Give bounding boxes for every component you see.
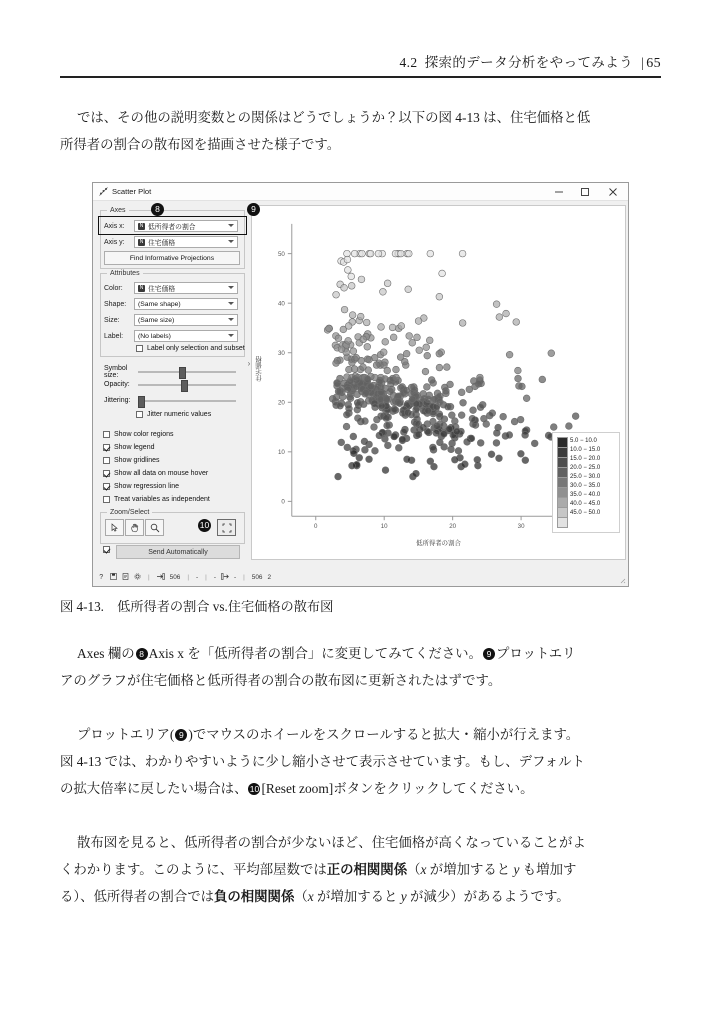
jittering-track[interactable] (138, 400, 236, 402)
header-section-number: 4.2 (399, 55, 418, 70)
color-legend (552, 432, 620, 533)
legend-swatch-6 (557, 497, 568, 507)
input-dash-2: - (213, 574, 216, 581)
legend-swatch-4 (557, 477, 568, 487)
axis-x-value: 低所得者の割合 (148, 224, 196, 231)
checkbox-box (136, 345, 143, 352)
svg-text:?: ? (99, 574, 104, 580)
label-label: Label: (104, 332, 124, 340)
control-panel (96, 203, 248, 561)
axis-y-select[interactable] (134, 236, 238, 248)
gear-icon[interactable] (134, 573, 141, 582)
checkbox-box (103, 546, 110, 553)
checkbox-box (136, 411, 143, 418)
chevron-down-icon (228, 318, 234, 321)
symbol-size-track[interactable] (138, 371, 236, 373)
reset-zoom-icon[interactable] (217, 519, 236, 536)
figure-caption: 図 4-13. 低所得者の割合 vs.住宅価格の散布図 (60, 599, 334, 614)
legend-swatch-5 (557, 487, 568, 497)
page-header (60, 44, 661, 78)
output-extra: 2 (267, 574, 272, 581)
p4-line2-y: y (513, 862, 520, 877)
x-axis-label: 低所得者の割合 (416, 540, 461, 547)
axis-y-row (104, 236, 239, 248)
p2-line2: アのグラフが住宅価格と低所得者の割合の散布図に更新されたはずです。 (60, 673, 502, 688)
svg-text:10: 10 (277, 449, 285, 457)
output-arrow-icon (221, 573, 229, 582)
checkbox-box (103, 444, 110, 451)
paragraph-intro-line1: では、その他の説明変数との関係はどうでしょうか？以下の図 4-13 は、住宅価格と低 (77, 110, 591, 125)
shape-row (104, 298, 239, 310)
symbol-size-label: Symbol size: (104, 365, 128, 379)
paragraph-axes-instruction (60, 640, 661, 694)
p4-line3-d: が減少）があるようです。 (406, 889, 570, 904)
legend-swatch-1 (557, 447, 568, 457)
checkbox-box (103, 483, 110, 490)
show-color-regions-checkbox[interactable] (103, 431, 174, 438)
legend-label-2: 15.0 − 20.0 (570, 456, 601, 462)
symbol-size-knob[interactable] (179, 367, 186, 379)
legend-labels (570, 437, 600, 528)
legend-swatch-8 (557, 517, 568, 528)
inline-callout-10: 10 (249, 784, 260, 794)
color-label: Color: (104, 284, 123, 292)
show-all-data-on-mouse-hover-label: Show all data on mouse hover (114, 470, 209, 477)
legend-swatch-7 (557, 507, 568, 517)
label-only-selection-checkbox[interactable] (136, 345, 245, 352)
size-label: Size: (104, 316, 120, 324)
negative-correlation-term: 負の相関関係 (214, 889, 295, 904)
paragraph-intro-line2: 所得者の割合の散布図を描画させた様子です。 (60, 137, 341, 152)
legend-label-1: 10.0 − 15.0 (570, 447, 601, 453)
legend-swatch-3 (557, 467, 568, 477)
minimize-button[interactable] (546, 183, 572, 200)
callout-badge-9: 9 (247, 203, 260, 216)
svg-text:50: 50 (277, 250, 285, 258)
symbol-size-slider[interactable] (104, 365, 240, 379)
send-automatically-checkbox[interactable] (103, 546, 114, 553)
show-color-regions-label: Show color regions (114, 431, 174, 438)
plot-area[interactable] (251, 205, 626, 560)
axes-group-title: Axes (107, 207, 129, 214)
find-informative-projections-button[interactable]: Find Informative Projections (104, 251, 240, 265)
maximize-button[interactable] (572, 183, 598, 200)
statusbar-divider-2: | (187, 574, 190, 581)
legend-swatches (557, 437, 566, 528)
zoom-select-group-title: Zoom/Select (107, 509, 152, 516)
show-regression-line-label: Show regression line (114, 483, 179, 490)
statusbar-divider-3: | (205, 574, 207, 581)
shape-select[interactable] (134, 298, 238, 310)
legend-swatch-2 (557, 457, 568, 467)
header-text (400, 51, 662, 72)
statusbar-divider-4: | (243, 574, 245, 581)
checkbox-box (103, 431, 110, 438)
legend-label-5: 30.0 − 35.0 (570, 483, 601, 489)
save-icon[interactable] (110, 573, 117, 582)
input-count: 506 (169, 574, 181, 581)
p4-line2-c: が増加すると (426, 862, 514, 877)
output-dash: - (233, 574, 237, 581)
axis-x-select[interactable] (134, 220, 238, 232)
checkbox-box (103, 470, 110, 477)
treat-variables-as-independent-label: Treat variables as independent (114, 496, 210, 503)
p3-text-a: プロットエリア( (77, 727, 175, 742)
label-value: (No labels) (138, 332, 171, 340)
resize-grip[interactable] (618, 576, 626, 584)
statusbar-divider-1: | (148, 574, 150, 581)
panel-splitter[interactable]: › (247, 358, 251, 368)
svg-text:0: 0 (281, 498, 285, 506)
report-icon[interactable] (122, 573, 129, 582)
inline-callout-9b: 9 (175, 729, 187, 741)
p3-line3-a: の拡大倍率に戻したい場合は、 (60, 781, 248, 796)
window-statusbar (96, 571, 627, 584)
p4-line2-a: くわかります。このように、平均部屋数では (60, 862, 327, 877)
chevron-down-icon (228, 302, 234, 305)
p3-line3-b: [Reset zoom]ボタンをクリックしてください。 (261, 781, 534, 796)
axis-x-row (104, 220, 239, 232)
chevron-down-icon (228, 224, 234, 227)
axis-x-label: Axis x: (104, 222, 125, 230)
legend-label-0: 5.0 − 10.0 (570, 438, 597, 444)
inline-callout-9: 9 (483, 648, 495, 660)
opacity-slider[interactable] (104, 381, 240, 388)
p4-line2-x: x (420, 862, 427, 877)
label-only-selection-label: Label only selection and subset (147, 345, 245, 352)
svg-text:0: 0 (314, 523, 318, 531)
show-gridlines-checkbox[interactable] (103, 457, 160, 464)
legend-label-8: 45.0 − 50.0 (570, 510, 601, 516)
p3-text-b: )でマウスのホイールをスクロールすると拡大・縮小が行えます。 (188, 727, 580, 742)
jittering-label: Jittering: (104, 397, 131, 404)
color-row (104, 282, 239, 294)
jitter-numeric-values-label: Jitter numeric values (147, 411, 212, 418)
callout-badge-10: 10 (199, 520, 210, 530)
select-arrow-icon[interactable] (105, 519, 124, 536)
axis-y-label: Axis y: (104, 238, 125, 246)
legend-swatch-0 (557, 437, 568, 447)
p4-line3-c: が増加すると (313, 889, 401, 904)
treat-variables-as-independent-checkbox[interactable] (103, 496, 210, 503)
svg-text:20: 20 (277, 399, 285, 407)
svg-text:40: 40 (277, 300, 285, 308)
p2-text-a: Axes 欄の (77, 646, 135, 661)
p4-line1: 散布図を見ると、低所得者の割合が少ないほど、住宅価格が高くなっていることがよ (77, 835, 586, 850)
chevron-down-icon (228, 286, 234, 289)
paragraph-correlation (60, 829, 661, 910)
jittering-slider[interactable] (104, 397, 240, 404)
legend-label-7: 40.0 − 45.0 (570, 501, 601, 507)
p4-line2-d: も増加す (519, 862, 577, 877)
positive-correlation-term: 正の相関関係 (326, 862, 408, 877)
label-row (104, 330, 239, 342)
chevron-down-icon (228, 334, 234, 337)
p3-line2: 図 4-13 では、わかりやすいように少し縮小させて表示させています。もし、デフォルト (60, 754, 585, 769)
color-select[interactable] (134, 282, 238, 294)
zoom-magnifier-icon[interactable] (145, 519, 164, 536)
svg-text:20: 20 (449, 523, 457, 531)
show-all-data-on-mouse-hover-checkbox[interactable] (103, 470, 208, 477)
close-button[interactable] (600, 183, 626, 200)
y-axis-label: 住宅価格 (256, 356, 263, 382)
variable-type-icon: N (139, 222, 144, 229)
p2-text-b: Axis x を「低所得者の割合」に変更してみてください。 (148, 646, 482, 661)
header-section-title: 探索的データ分析をやってみよう (424, 55, 634, 70)
output-count: 506 (251, 574, 263, 581)
show-legend-checkbox[interactable] (103, 444, 154, 451)
window-title: Scatter Plot (112, 187, 152, 196)
show-gridlines-label: Show gridlines (114, 457, 160, 464)
input-dash-1: - (196, 574, 199, 581)
paragraph-intro (60, 104, 661, 158)
checkbox-box (103, 457, 110, 464)
opacity-label: Opacity: (104, 381, 130, 388)
send-automatically-button[interactable]: Send Automatically (116, 545, 240, 559)
header-rule (60, 76, 661, 78)
show-regression-line-checkbox[interactable] (103, 483, 179, 490)
window-titlebar[interactable] (93, 183, 628, 201)
shape-label: Shape: (104, 300, 127, 308)
legend-label-6: 35.0 − 40.0 (570, 492, 601, 498)
jitter-numeric-values-checkbox[interactable] (136, 411, 211, 418)
shape-value: (Same shape) (138, 300, 181, 308)
chevron-down-icon (228, 240, 234, 243)
scatter-plot-window[interactable] (92, 182, 629, 587)
header-separator: | (641, 55, 645, 70)
svg-text:10: 10 (380, 523, 388, 531)
p4-line3-y: y (400, 889, 407, 904)
show-legend-label: Show legend (114, 444, 155, 451)
attributes-group-title: Attributes (107, 270, 143, 277)
legend-label-4: 25.0 − 30.0 (570, 474, 601, 480)
size-select[interactable] (134, 314, 238, 326)
checkbox-box (103, 496, 110, 503)
pan-hand-icon[interactable] (125, 519, 144, 536)
callout-badge-8: 8 (151, 203, 164, 216)
jittering-knob[interactable] (138, 396, 145, 408)
size-value: (Same size) (138, 316, 175, 324)
page-number: 65 (646, 56, 661, 71)
svg-text:30: 30 (277, 349, 285, 357)
size-row (104, 314, 239, 326)
p4-line3-a: る）、低所得者の割合では (60, 889, 214, 904)
opacity-knob[interactable] (181, 380, 188, 392)
paragraph-zoom-instruction (60, 721, 661, 802)
p4-line3-x: x (307, 889, 314, 904)
input-arrow-icon (157, 573, 165, 582)
opacity-track[interactable] (138, 384, 236, 386)
svg-text:30: 30 (517, 523, 525, 531)
axis-y-value: 住宅価格 (148, 240, 176, 247)
variable-type-icon: N (139, 284, 144, 291)
legend-label-3: 20.0 − 25.0 (570, 465, 601, 471)
label-select[interactable] (134, 330, 238, 342)
variable-type-icon: N (139, 238, 144, 245)
inline-callout-8: 8 (136, 648, 148, 660)
p2-text-c: プロットエリ (495, 646, 576, 661)
scatter-plot-icon (99, 187, 108, 196)
help-icon[interactable] (98, 573, 105, 582)
color-value: 住宅価格 (148, 286, 176, 293)
p4-line3-b: （ (294, 889, 308, 904)
p4-line2-b: （ (407, 862, 421, 877)
